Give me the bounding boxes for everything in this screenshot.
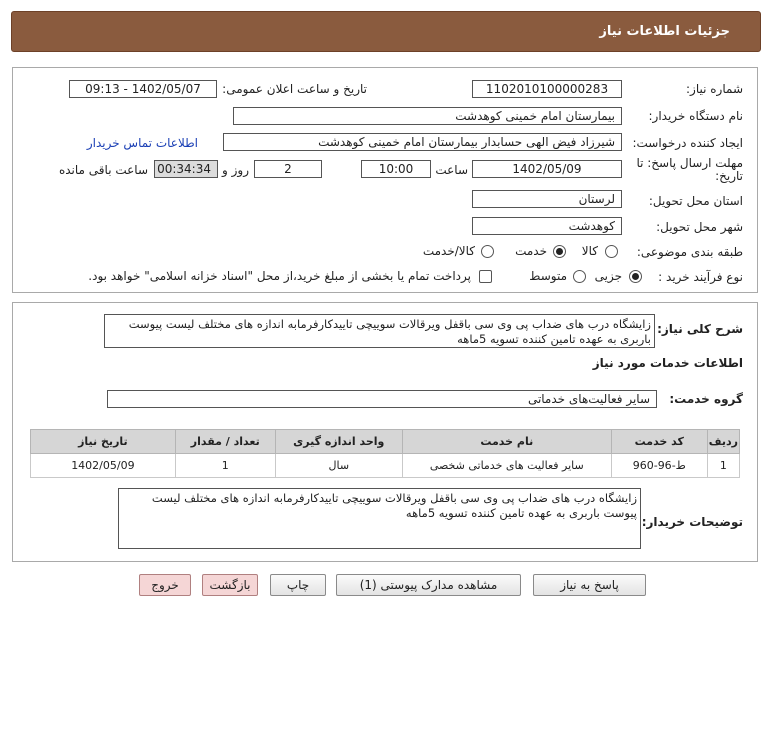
deadline-date-field: 1402/05/09 [472, 160, 622, 178]
deadline-time-field: 10:00 [361, 160, 431, 178]
back-button[interactable]: بازگشت [202, 574, 258, 596]
days-label: روز و [222, 163, 249, 177]
service-group-label: گروه خدمت: [669, 392, 743, 406]
cell-unit: سال [275, 454, 402, 478]
col-header-service-name: نام خدمت [402, 430, 611, 454]
deadline-time-label: ساعت [435, 163, 468, 177]
creator-label: ایجاد کننده درخواست: [632, 136, 743, 150]
process-label: نوع فرآیند خرید : [658, 270, 743, 284]
deadline-label: مهلت ارسال پاسخ: تا تاریخ: [636, 156, 743, 183]
print-button[interactable]: چاپ [270, 574, 326, 596]
reply-button[interactable]: پاسخ به نیاز [533, 574, 646, 596]
remaining-label: ساعت باقی مانده [58, 163, 148, 177]
exit-button[interactable]: خروج [139, 574, 191, 596]
payment-note: پرداخت تمام یا بخشی از مبلغ خرید،از محل "اسناد خزانه اسلامی" خواهد بود. [88, 269, 471, 283]
category-radio-service[interactable] [553, 245, 566, 258]
process-radio-medium[interactable] [573, 270, 586, 283]
general-desc-field: زایشگاه درب های ضداب پی وی سی باقفل ویرقالات سوییچی تاییدکارفرمابه اندازه های مختلف لیست پیوست باربری به عهده تامین کننده تسویه 5ماهه [104, 314, 655, 348]
province-field: لرستان [472, 190, 622, 208]
announce-date-field: 1402/05/07 - 09:13 [69, 80, 217, 98]
view-attachments-button[interactable]: مشاهده مدارک پیوستی (1) [336, 574, 521, 596]
cell-row-num: 1 [707, 454, 739, 478]
page-title: جزئیات اطلاعات نیاز [599, 24, 730, 39]
table-header-row [31, 430, 740, 454]
city-label: شهر محل تحویل: [656, 220, 743, 234]
buyer-notes-label: توضیحات خریدار: [641, 515, 743, 529]
category-option-service: خدمت [515, 244, 547, 258]
process-option-medium: متوسط [529, 269, 567, 283]
category-radio-goods-service[interactable] [481, 245, 494, 258]
general-desc-label: شرح کلی نیاز: [657, 322, 743, 336]
creator-field: شیرزاد فیض الهی حسابدار بیمارستان امام خمینی کوهدشت [223, 133, 622, 151]
need-number-label: شماره نیاز: [686, 82, 743, 96]
category-radio-goods[interactable] [605, 245, 618, 258]
cell-need-date: 1402/05/09 [31, 454, 176, 478]
col-header-row-num: ردیف [707, 430, 739, 454]
announce-date-label: تاریخ و ساعت اعلان عمومی: [222, 82, 367, 96]
need-number-field: 1102010100000283 [472, 80, 622, 98]
category-option-goods: کالا [581, 244, 598, 258]
cell-service-name: سایر فعالیت های خدماتی شخصی [402, 454, 611, 478]
col-header-unit: واحد اندازه گیری [275, 430, 402, 454]
page-header [11, 11, 761, 52]
process-option-minor: جزیی [594, 269, 622, 283]
buyer-org-field: بیمارستان امام خمینی کوهدشت [233, 107, 622, 125]
col-header-quantity: تعداد / مقدار [175, 430, 275, 454]
process-radio-minor[interactable] [629, 270, 642, 283]
services-section-title: اطلاعات خدمات مورد نیاز [592, 356, 743, 370]
services-table [30, 429, 740, 478]
city-field: کوهدشت [472, 217, 622, 235]
category-option-goods-service: کالا/خدمت [422, 244, 475, 258]
buyer-notes-field: زایشگاه درب های ضداب پی وی سی باقفل ویرقالات سوییچی تاییدکارفرمابه اندازه های مختلف لیست پیوست باربری به عهده تامین کننده تسویه 5ماهه [118, 488, 641, 549]
buyer-org-label: نام دستگاه خریدار: [648, 109, 743, 123]
col-header-service-code: کد خدمت [611, 430, 707, 454]
contact-buyer-link[interactable]: اطلاعات تماس خریدار [86, 136, 198, 150]
col-header-need-date: تاریخ نیاز [31, 430, 176, 454]
cell-quantity: 1 [175, 454, 275, 478]
table-row [31, 454, 740, 478]
remaining-time-field: 00:34:34 [154, 160, 218, 178]
category-label: طبقه بندی موضوعی: [636, 245, 743, 259]
province-label: استان محل تحویل: [648, 194, 743, 208]
service-group-field: سایر فعالیت‌های خدماتی [107, 390, 657, 408]
days-field: 2 [254, 160, 322, 178]
cell-service-code: ط-96-960 [611, 454, 707, 478]
treasury-payment-checkbox[interactable] [479, 270, 492, 283]
services-table-wrap [30, 429, 740, 478]
